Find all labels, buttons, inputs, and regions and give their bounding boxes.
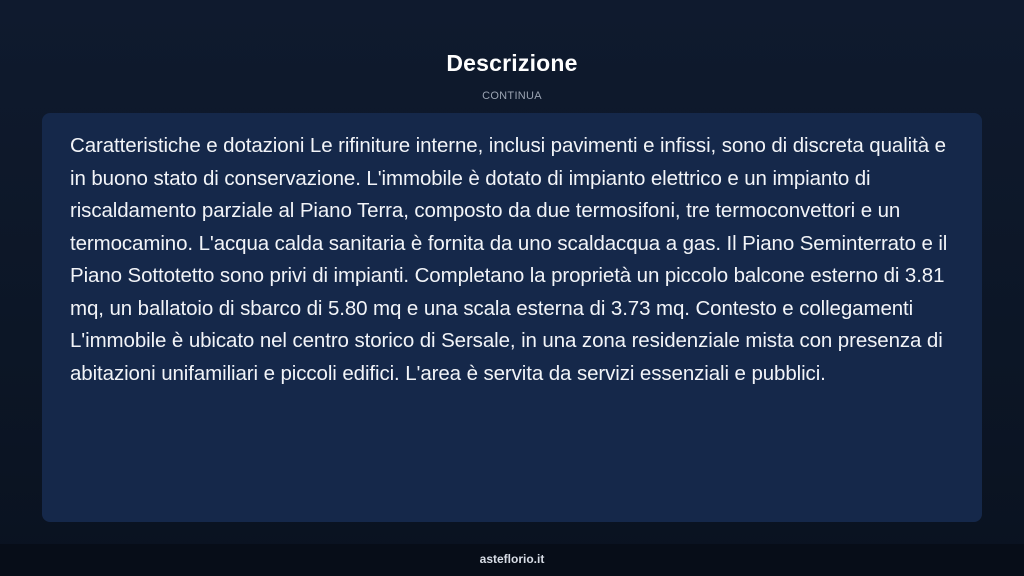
description-text: Caratteristiche e dotazioni Le rifiniture interne, inclusi pavimenti e infissi, sono di discreta qualità e in buono stato di conservazione. L'immobile è dotato di impianto elettrico e un impianto di riscaldamento parziale al Piano Terra, composto da due termosifoni, tre termoconvettori e un termocamino. L'acqua calda sanitaria è fornita da uno scaldacqua a gas. Il Piano Seminterrato e il Piano Sottotetto sono privi di impianti. Completano la proprietà un piccolo balcone esterno di 3.81 mq, un ballatoio di sbarco di 5.80 mq e una scala esterna di 3.73 mq. Contesto e collegamenti L'immobile è ubicato nel centro storico di Sersale, in una zona residenziale mista con presenza di abitazioni unifamiliari e piccoli edifici. L'area è servita da servizi essenziali e pubblici. <box>70 134 948 385</box>
footer-site-name: asteflorio.it <box>479 552 545 566</box>
description-card <box>42 113 982 522</box>
page-title: Descrizione <box>446 50 578 76</box>
page-header <box>0 0 1024 110</box>
footer-bar <box>0 544 1024 576</box>
continue-link[interactable]: CONTINUA <box>482 90 542 102</box>
